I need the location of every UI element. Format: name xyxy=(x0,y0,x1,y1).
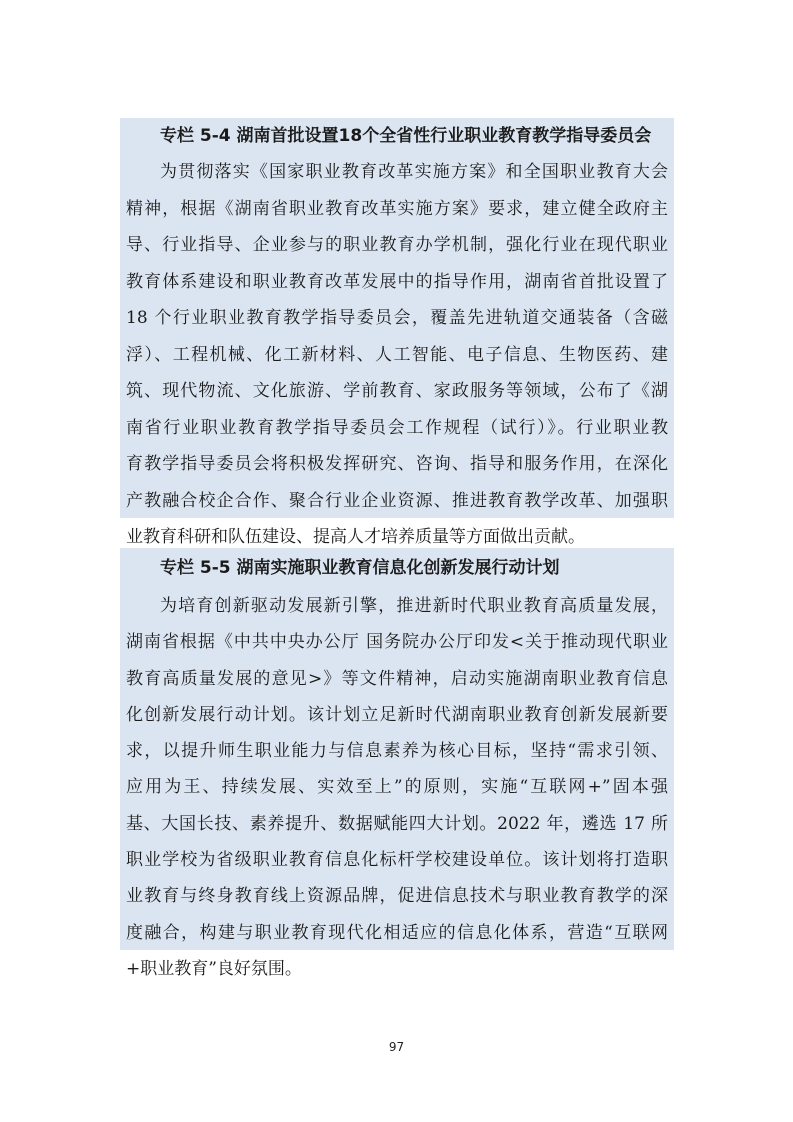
page-number: 97 xyxy=(388,1040,405,1054)
paragraph-line: 导、行业指导、企业参与的职业教育办学机制，强化行业在现代职业 xyxy=(126,235,668,255)
sidebar-title: 专栏 5-5 湖南实施职业教育信息化创新发展行动计划 xyxy=(160,558,560,578)
paragraph-line: 业教育与终身教育线上资源品牌，促进信息技术与职业教育教学的深 xyxy=(126,886,668,907)
paragraph-line: 为贯彻落实《国家职业教育改革实施方案》和全国职业教育大会 xyxy=(160,162,668,182)
paragraph-line: 度融合，构建与职业教育现代化相适应的信息化体系，营造“互联网 xyxy=(126,922,668,943)
paragraph-line: 教育体系建设和职业教育改革发展中的指导作用，湖南省首批设置了 xyxy=(126,271,668,292)
paragraph-line: 浮）、工程机械、化工新材料、人工智能、电子信息、生物医药、建 xyxy=(126,344,668,365)
sidebar-title: 专栏 5-4 湖南首批设置18个全省性行业职业教育教学指导委员会 xyxy=(160,126,652,146)
sidebar-body xyxy=(120,154,672,556)
sidebar-body xyxy=(120,588,672,987)
sidebar-box-5-4 xyxy=(120,118,674,547)
paragraph-line: 职业学校为省级职业教育信息化标杆学校建设单位。该计划将打造职 xyxy=(126,850,668,871)
paragraph-line: 教育高质量发展的意见>》等文件精神，启动实施湖南职业教育信息 xyxy=(126,668,668,689)
paragraph-line: +职业教育”良好氛围。 xyxy=(126,958,302,979)
paragraph-line: 为培育创新驱动发展新引擎，推进新时代职业教育高质量发展， xyxy=(160,596,668,616)
paragraph-line: 应用为王、持续发展、实效至上”的原则，实施“互联网+”固本强 xyxy=(126,777,668,798)
paragraph-line: 筑、现代物流、文化旅游、学前教育、家政服务等领域，公布了《湖 xyxy=(126,381,668,401)
sidebar-box-5-5 xyxy=(120,548,674,979)
paragraph-line: 南省行业职业教育教学指导委员会工作规程（试行）》。行业职业教 xyxy=(126,417,668,438)
paragraph-line: 业教育科研和队伍建设、提高人才培养质量等方面做出贡献。 xyxy=(126,527,585,547)
paragraph-line: 精神，根据《湖南省职业教育改革实施方案》要求，建立健全政府主 xyxy=(126,198,668,219)
paragraph-line: 18 个行业职业教育教学指导委员会，覆盖先进轨道交通装备（含磁 xyxy=(126,308,668,328)
paragraph-line: 湖南省根据《中共中央办公厅 国务院办公厅印发<关于推动现代职业 xyxy=(126,632,668,653)
paragraph-line: 化创新发展行动计划。该计划立足新时代湖南职业教育创新发展新要 xyxy=(126,704,668,725)
paragraph-line: 育教学指导委员会将积极发挥研究、咨询、指导和服务作用，在深化 xyxy=(126,454,668,474)
paragraph-line: 产教融合校企合作、聚合行业企业资源、推进教育教学改革、加强职 xyxy=(126,490,668,511)
paragraph-line: 基、大国长技、素养提升、数据赋能四大计划。2022 年，遴选 17 所 xyxy=(126,813,668,834)
paragraph-line: 求，以提升师生职业能力与信息素养为核心目标，坚持“需求引领、 xyxy=(126,741,668,762)
